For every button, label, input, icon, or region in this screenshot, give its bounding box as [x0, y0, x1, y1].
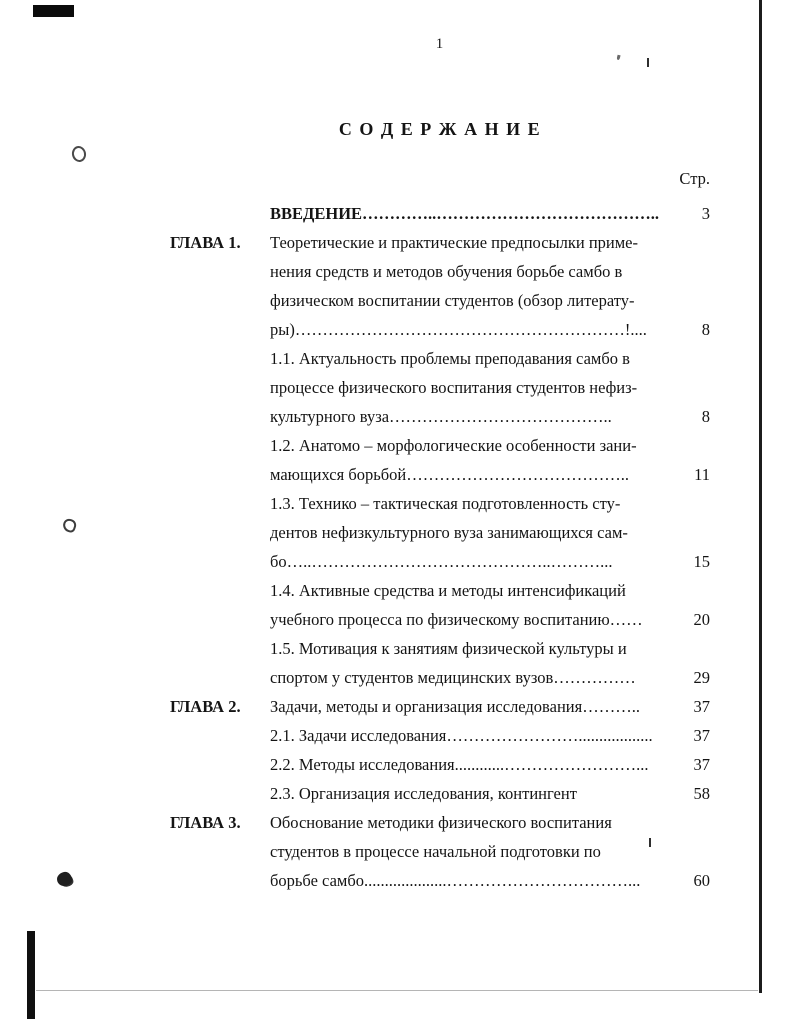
toc-row	[170, 692, 710, 721]
page-title: С О Д Е Р Ж А Н И Е	[338, 119, 542, 139]
toc-row	[170, 228, 710, 344]
toc-line: 1.5. Мотивация к занятиям физической культуры и	[270, 639, 627, 658]
toc-entry-text	[270, 576, 666, 634]
toc-line: 1.4. Активные средства и методы интенсификаций	[270, 581, 626, 600]
page-column-header: Стр.	[679, 169, 710, 188]
scan-artifact-top-bar	[33, 5, 74, 17]
toc-entry-text	[270, 431, 666, 489]
toc-row	[170, 431, 710, 489]
toc-line: процессе физического воспитания студентов нефиз-	[270, 378, 638, 397]
toc-entry-text	[270, 750, 666, 779]
toc-entry-page: 8	[701, 407, 710, 426]
toc-entry-page: 29	[693, 668, 710, 687]
toc-entry-text	[270, 808, 666, 895]
toc-entry-page: 3	[701, 204, 710, 223]
scan-artifact-tick-top	[647, 58, 649, 67]
toc-entry-page: 37	[693, 755, 710, 774]
toc-entry-text	[270, 721, 666, 750]
scan-artifact-ink-mark	[61, 517, 77, 533]
toc-entry-page: 37	[693, 697, 710, 716]
toc-entry-page: 15	[693, 552, 710, 571]
toc-line: бо…..……………………………………..………...	[270, 552, 613, 571]
toc-entry-page: 58	[693, 784, 710, 803]
toc-line: Задачи, методы и организация исследования………..	[270, 697, 640, 716]
scan-artifact-ink-smudge	[56, 871, 73, 887]
scan-artifact-ink-ring	[70, 145, 87, 164]
toc-row	[170, 489, 710, 576]
toc-entry-text	[270, 692, 666, 721]
toc-row	[170, 199, 710, 228]
toc-entry-page: 20	[693, 610, 710, 629]
toc-line: 1.2. Анатомо – морфологические особенности зани-	[270, 436, 637, 455]
toc-line: 2.2. Методы исследования............……………………...	[270, 755, 649, 774]
toc-entry-text	[270, 199, 666, 228]
toc-entry-label: ГЛАВА 2.	[170, 697, 241, 716]
toc-line: Теоретические и практические предпосылки приме-	[270, 233, 638, 252]
toc-entry-text	[270, 489, 666, 576]
toc-line: студентов в процессе начальной подготовки по	[270, 842, 601, 861]
toc-line: учебного процесса по физическому воспитанию……	[270, 610, 643, 629]
toc-entry-page: 60	[693, 871, 710, 890]
toc-row	[170, 634, 710, 692]
toc-row	[170, 779, 710, 808]
toc-line: 2.3. Организация исследования, контингент	[270, 784, 577, 803]
toc-line: ры)……………………………………………………!....	[270, 320, 647, 339]
toc-line: физическом воспитании студентов (обзор литерату-	[270, 291, 635, 310]
toc-line: спортом у студентов медицинских вузов……………	[270, 668, 636, 687]
scan-artifact-bottom-line	[36, 990, 758, 991]
toc-row	[170, 576, 710, 634]
toc-entry-text	[270, 344, 666, 431]
toc-line: 2.1. Задачи исследования……………………..................	[270, 726, 653, 745]
toc-line: борьбе самбо....................……………………………...	[270, 871, 641, 890]
toc-line: 1.1. Актуальность проблемы преподавания самбо в	[270, 349, 630, 368]
toc-entry-text	[270, 228, 666, 344]
scan-artifact-left-bar	[27, 931, 35, 1019]
toc-line: мающихся борьбой…………………………………..	[270, 465, 629, 484]
toc-entry-text	[270, 634, 666, 692]
toc-entry-text	[270, 779, 666, 808]
sheet-number: 1	[435, 36, 445, 52]
toc-line: культурного вуза…………………………………..	[270, 407, 612, 426]
toc-entry-page: 8	[701, 320, 710, 339]
scan-artifact-right-edge-line	[759, 0, 762, 993]
toc-entry-label: ГЛАВА 1.	[170, 233, 241, 252]
toc-row	[170, 721, 710, 750]
toc-line: дентов нефизкультурного вуза занимающихся сам-	[270, 523, 628, 542]
toc-line: 1.3. Технико – тактическая подготовленность сту-	[270, 494, 621, 513]
toc-entry-page: 37	[693, 726, 710, 745]
toc-entry-label: ГЛАВА 3.	[170, 813, 241, 832]
toc-entry-page: 11	[694, 465, 710, 484]
toc-row	[170, 750, 710, 779]
toc-row	[170, 808, 710, 895]
toc-line: нения средств и методов обучения борьбе самбо в	[270, 262, 623, 281]
toc-list	[170, 199, 710, 895]
toc-line: ВВЕДЕНИЕ…………..…………………………………..	[270, 204, 660, 223]
toc-row	[170, 344, 710, 431]
toc-line: Обоснование методики физического воспитания	[270, 813, 612, 832]
scan-artifact-speck	[616, 55, 620, 61]
